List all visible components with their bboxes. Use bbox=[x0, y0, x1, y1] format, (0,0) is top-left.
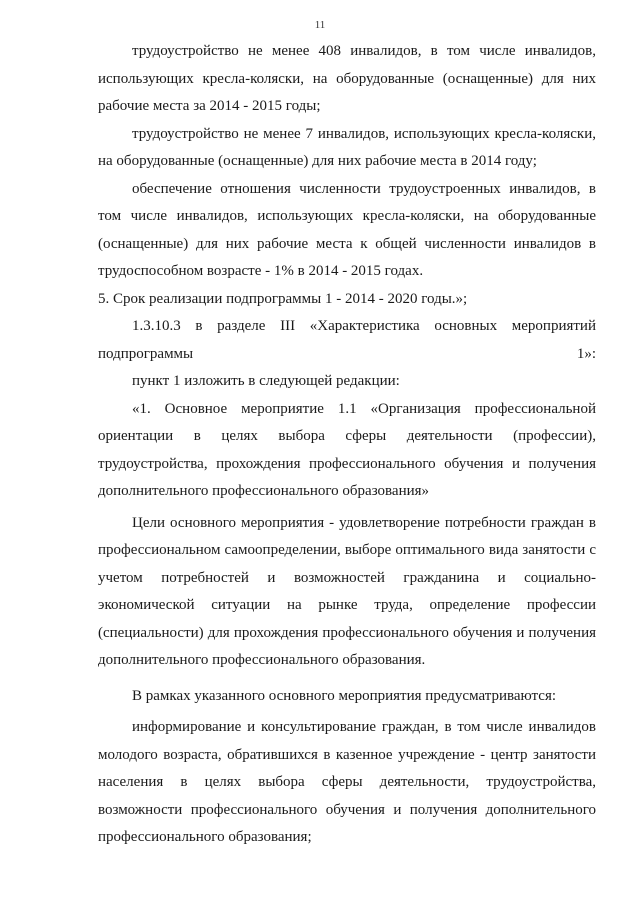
paragraph-item-instruction: пункт 1 изложить в следующей редакции: bbox=[132, 373, 400, 389]
paragraph-employment-408: трудоустройство не менее 408 инвалидов, в том числе инвалидов, использующих кресла-коляски, на оборудованные (оснащенные) для них рабочие места за 2014 - 2015 годы; bbox=[98, 43, 596, 114]
paragraph-measure-title: «1. Основное мероприятие 1.1 «Организация профессиональной ориентации в целях выбора сферы деятельности (профессии), трудоустройства, прохождения профессионального обучения и получения дополнительного профессионального образования» bbox=[98, 400, 596, 499]
paragraph-informing: информирование и консультирование граждан, в том числе инвалидов молодого возраста, обратившихся в казенное учреждение - центр занятости населения в целях выбора сферы деятельности, трудоустройства, возможности профессионального обучения и получения дополнительного профессионального образования; bbox=[98, 719, 596, 845]
paragraph-measure-scope: В рамках указанного основного мероприятия предусматриваются: bbox=[132, 687, 557, 704]
paragraph-term: 5. Срок реализации подпрограммы 1 - 2014 - 2020 годы.»; bbox=[98, 290, 468, 307]
page-number: 11 bbox=[314, 19, 326, 31]
paragraph-employment-7: трудоустройство не менее 7 инвалидов, использующих кресла-коляски, на оборудованные (оснащенные) для них рабочие места в 2014 году; bbox=[98, 125, 596, 169]
paragraph-ratio-target: обеспечение отношения численности трудоустроенных инвалидов, в том числе инвалидов, использующих кресла-коляски, на оборудованные (оснащенные) для них рабочие места к общей численности инвалидов в трудоспособном возрасте - 1% в 2014 - 2015 годах. bbox=[98, 180, 596, 279]
paragraph-section-reference: 1.3.10.3 в разделе III «Характеристика основных мероприятий подпрограммы 1»: bbox=[98, 318, 596, 362]
document-body bbox=[98, 38, 596, 852]
paragraph-measure-goals: Цели основного мероприятия - удовлетворение потребности граждан в профессиональном самоопределении, выборе оптимального вида занятости с учетом потребностей и возможностей гражданина и социально-экономической ситуации на рынке труда, определение профессии (специальности) для прохождения профессионального обучения и получения дополнительного профессионального образования. bbox=[98, 514, 596, 668]
